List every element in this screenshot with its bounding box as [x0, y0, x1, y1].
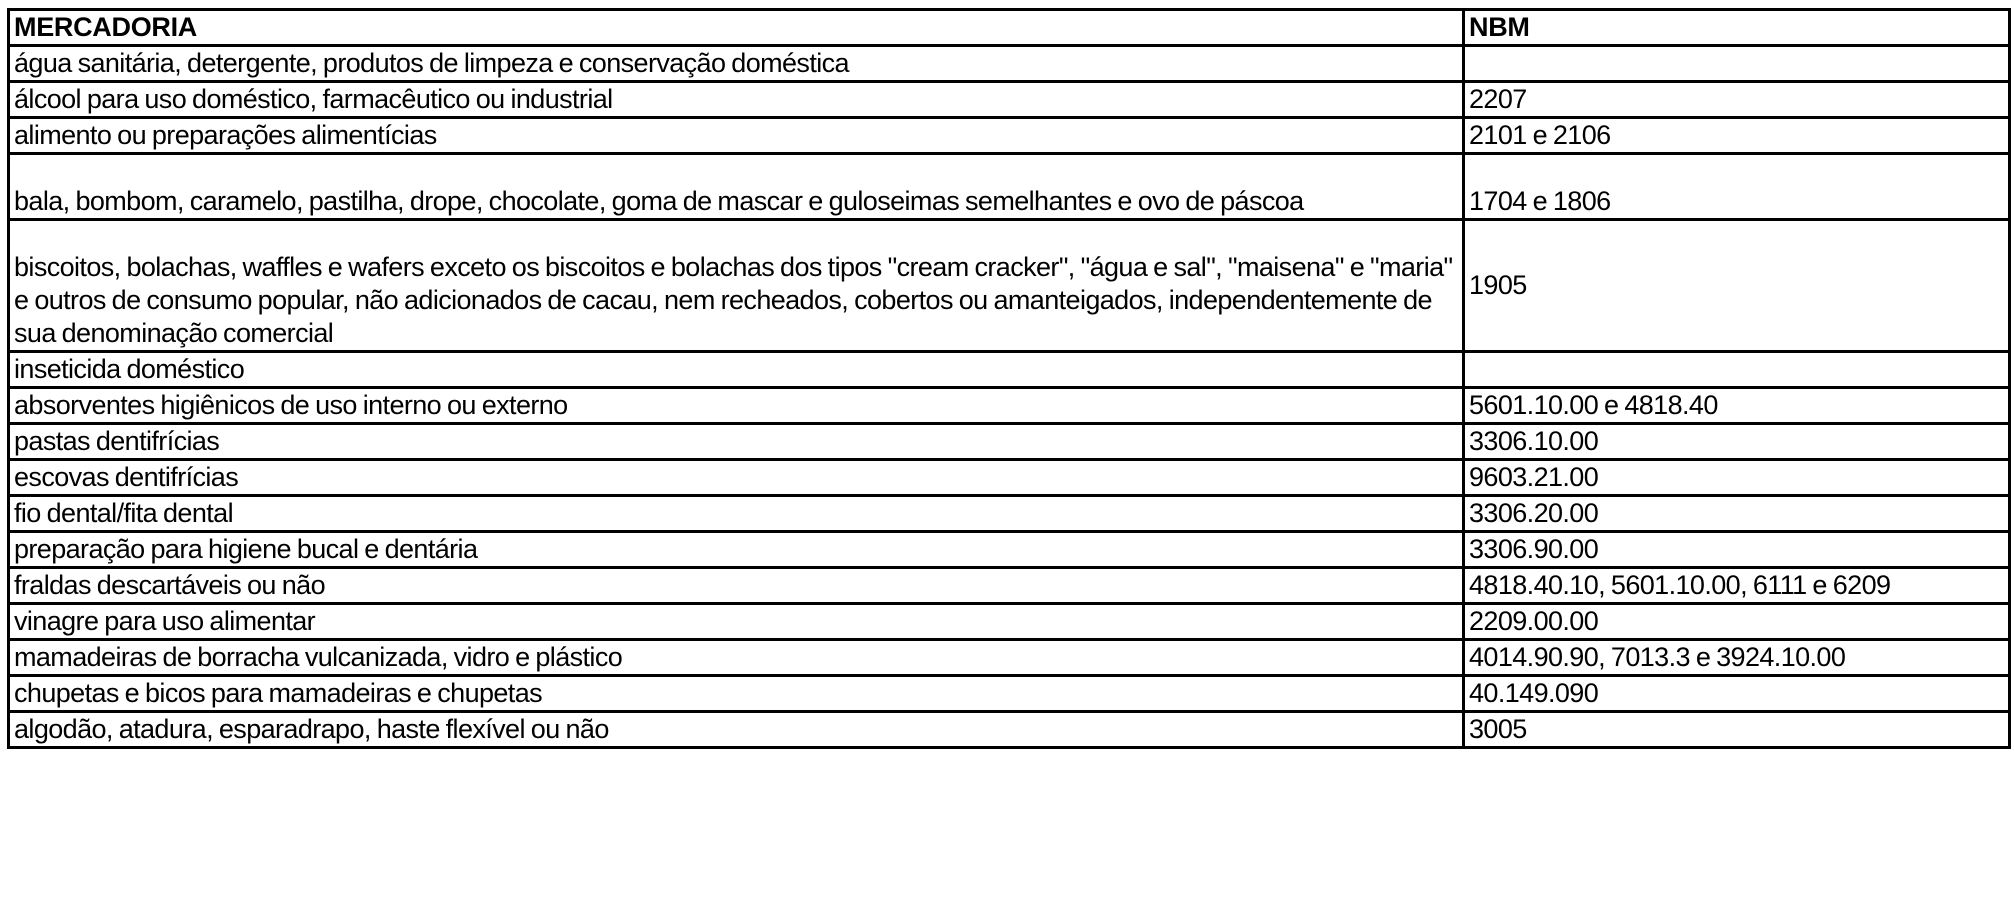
cell-nbm: 40.149.090 — [1464, 676, 2010, 712]
table-row — [9, 424, 2010, 460]
cell-nbm: 2101 e 2106 — [1464, 118, 2010, 154]
header-row — [9, 10, 2010, 46]
cell-nbm — [1464, 46, 2010, 82]
cell-nbm: 2207 — [1464, 82, 2010, 118]
cell-mercadoria: álcool para uso doméstico, farmacêutico ou industrial — [9, 82, 1464, 118]
cell-nbm: 2209.00.00 — [1464, 604, 2010, 640]
table-row — [9, 532, 2010, 568]
table-row — [9, 154, 2010, 220]
cell-nbm: 1704 e 1806 — [1464, 154, 2010, 220]
cell-nbm: 3005 — [1464, 712, 2010, 748]
table-row — [9, 568, 2010, 604]
cell-nbm: 9603.21.00 — [1464, 460, 2010, 496]
table-row — [9, 460, 2010, 496]
table-row — [9, 640, 2010, 676]
cell-nbm: 3306.20.00 — [1464, 496, 2010, 532]
mercadoria-nbm-table — [7, 8, 2011, 749]
table-row — [9, 118, 2010, 154]
cell-mercadoria: algodão, atadura, esparadrapo, haste flexível ou não — [9, 712, 1464, 748]
table-row — [9, 496, 2010, 532]
cell-mercadoria: bala, bombom, caramelo, pastilha, drope, chocolate, goma de mascar e guloseimas semelhantes e ovo de páscoa — [9, 154, 1464, 220]
cell-nbm: 4014.90.90, 7013.3 e 3924.10.00 — [1464, 640, 2010, 676]
cell-nbm: 3306.10.00 — [1464, 424, 2010, 460]
mercadoria-nbm-table-container — [7, 8, 2011, 749]
cell-mercadoria: absorventes higiênicos de uso interno ou externo — [9, 388, 1464, 424]
cell-nbm: 3306.90.00 — [1464, 532, 2010, 568]
table-row — [9, 676, 2010, 712]
cell-nbm: 1905 — [1464, 220, 2010, 352]
cell-mercadoria: preparação para higiene bucal e dentária — [9, 532, 1464, 568]
table-row — [9, 46, 2010, 82]
cell-mercadoria: fraldas descartáveis ou não — [9, 568, 1464, 604]
cell-mercadoria: pastas dentifrícias — [9, 424, 1464, 460]
cell-mercadoria: biscoitos, bolachas, waffles e wafers exceto os biscoitos e bolachas dos tipos "cream cracker", "água e sal", "maisena" e "maria" e outros de consumo popular, não adicionados de cacau, nem recheados, cobertos ou amanteigados, independentemente de sua denominação comercial — [9, 220, 1464, 352]
table-row — [9, 388, 2010, 424]
table-row — [9, 220, 2010, 352]
cell-mercadoria: escovas dentifrícias — [9, 460, 1464, 496]
header-mercadoria: MERCADORIA — [9, 10, 1464, 46]
cell-mercadoria: inseticida doméstico — [9, 352, 1464, 388]
cell-nbm: 5601.10.00 e 4818.40 — [1464, 388, 2010, 424]
cell-nbm: 4818.40.10, 5601.10.00, 6111 e 6209 — [1464, 568, 2010, 604]
cell-mercadoria: vinagre para uso alimentar — [9, 604, 1464, 640]
table-row — [9, 352, 2010, 388]
table-row — [9, 604, 2010, 640]
header-nbm: NBM — [1464, 10, 2010, 46]
cell-mercadoria: mamadeiras de borracha vulcanizada, vidro e plástico — [9, 640, 1464, 676]
cell-mercadoria: alimento ou preparações alimentícias — [9, 118, 1464, 154]
cell-mercadoria: fio dental/fita dental — [9, 496, 1464, 532]
cell-mercadoria: água sanitária, detergente, produtos de limpeza e conservação doméstica — [9, 46, 1464, 82]
table-row — [9, 82, 2010, 118]
table-row — [9, 712, 2010, 748]
cell-mercadoria: chupetas e bicos para mamadeiras e chupetas — [9, 676, 1464, 712]
cell-nbm — [1464, 352, 2010, 388]
